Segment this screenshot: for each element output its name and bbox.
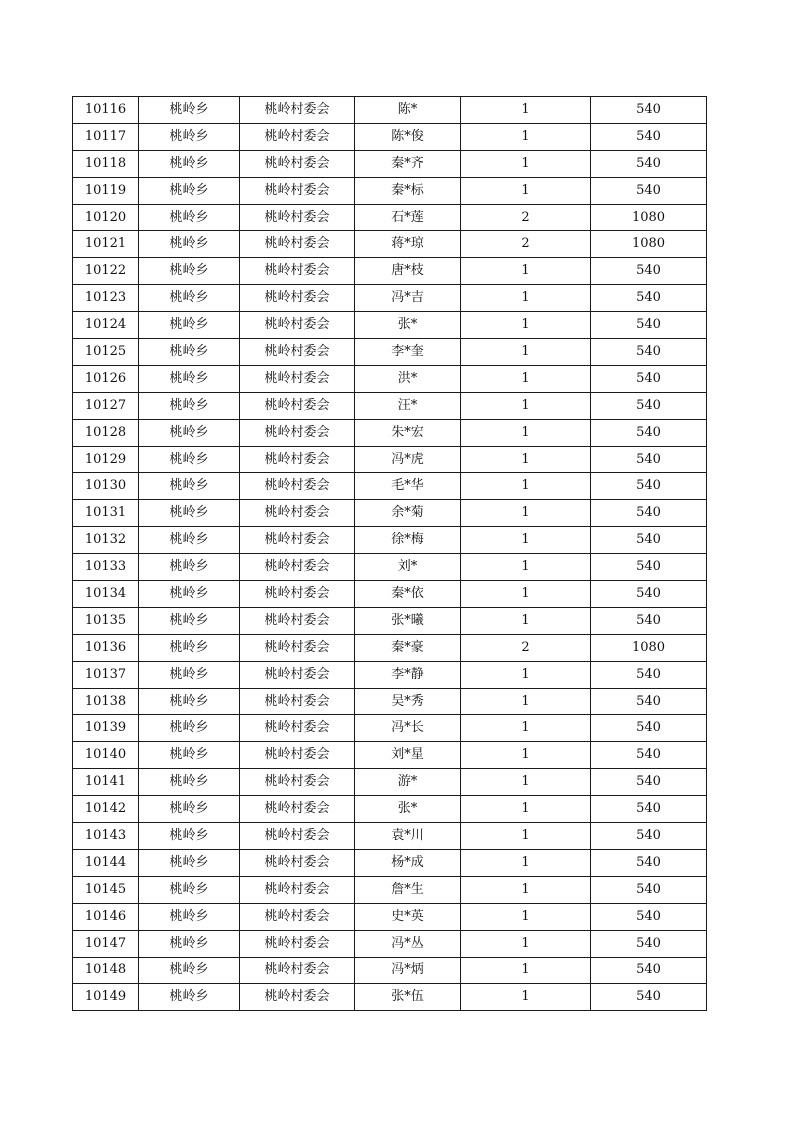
cell-township: 桃岭乡: [139, 688, 240, 715]
cell-village: 桃岭村委会: [240, 876, 355, 903]
cell-name: 秦*豪: [355, 634, 461, 661]
cell-id: 10148: [73, 957, 139, 984]
cell-name: 张*伍: [355, 984, 461, 1011]
cell-township: 桃岭乡: [139, 97, 240, 124]
cell-name: 汪*: [355, 392, 461, 419]
cell-name: 陈*俊: [355, 123, 461, 150]
cell-village: 桃岭村委会: [240, 258, 355, 285]
cell-village: 桃岭村委会: [240, 984, 355, 1011]
cell-village: 桃岭村委会: [240, 607, 355, 634]
cell-name: 刘*: [355, 554, 461, 581]
cell-village: 桃岭村委会: [240, 365, 355, 392]
cell-village: 桃岭村委会: [240, 527, 355, 554]
cell-count: 1: [461, 419, 591, 446]
cell-village: 桃岭村委会: [240, 742, 355, 769]
cell-id: 10146: [73, 903, 139, 930]
cell-amount: 540: [591, 392, 707, 419]
cell-count: 1: [461, 742, 591, 769]
cell-amount: 540: [591, 581, 707, 608]
cell-name: 秦*齐: [355, 150, 461, 177]
cell-village: 桃岭村委会: [240, 849, 355, 876]
cell-amount: 540: [591, 796, 707, 823]
cell-count: 1: [461, 903, 591, 930]
cell-amount: 540: [591, 984, 707, 1011]
cell-amount: 1080: [591, 231, 707, 258]
cell-name: 李*奎: [355, 339, 461, 366]
cell-amount: 540: [591, 177, 707, 204]
cell-amount: 540: [591, 957, 707, 984]
table-row: [73, 258, 707, 285]
cell-village: 桃岭村委会: [240, 446, 355, 473]
cell-township: 桃岭乡: [139, 661, 240, 688]
cell-village: 桃岭村委会: [240, 177, 355, 204]
cell-township: 桃岭乡: [139, 607, 240, 634]
cell-township: 桃岭乡: [139, 796, 240, 823]
table-row: [73, 365, 707, 392]
cell-id: 10138: [73, 688, 139, 715]
cell-name: 秦*标: [355, 177, 461, 204]
cell-name: 冯*长: [355, 715, 461, 742]
cell-id: 10126: [73, 365, 139, 392]
cell-id: 10144: [73, 849, 139, 876]
cell-township: 桃岭乡: [139, 258, 240, 285]
cell-count: 1: [461, 876, 591, 903]
table-body: [73, 97, 707, 1011]
cell-id: 10134: [73, 581, 139, 608]
cell-count: 1: [461, 339, 591, 366]
cell-township: 桃岭乡: [139, 473, 240, 500]
cell-amount: 540: [591, 312, 707, 339]
cell-count: 1: [461, 849, 591, 876]
cell-amount: 540: [591, 97, 707, 124]
cell-count: 1: [461, 607, 591, 634]
cell-id: 10129: [73, 446, 139, 473]
cell-name: 杨*成: [355, 849, 461, 876]
cell-count: 1: [461, 688, 591, 715]
cell-name: 唐*枝: [355, 258, 461, 285]
cell-id: 10128: [73, 419, 139, 446]
cell-township: 桃岭乡: [139, 231, 240, 258]
cell-township: 桃岭乡: [139, 500, 240, 527]
cell-township: 桃岭乡: [139, 339, 240, 366]
cell-count: 1: [461, 365, 591, 392]
cell-id: 10147: [73, 930, 139, 957]
table-row: [73, 903, 707, 930]
cell-village: 桃岭村委会: [240, 957, 355, 984]
cell-id: 10122: [73, 258, 139, 285]
table-row: [73, 446, 707, 473]
cell-count: 1: [461, 554, 591, 581]
cell-village: 桃岭村委会: [240, 796, 355, 823]
cell-township: 桃岭乡: [139, 392, 240, 419]
cell-id: 10136: [73, 634, 139, 661]
cell-name: 冯*丛: [355, 930, 461, 957]
table-row: [73, 123, 707, 150]
cell-amount: 540: [591, 446, 707, 473]
table-row: [73, 661, 707, 688]
cell-village: 桃岭村委会: [240, 392, 355, 419]
table-row: [73, 607, 707, 634]
cell-village: 桃岭村委会: [240, 473, 355, 500]
cell-amount: 540: [591, 339, 707, 366]
cell-village: 桃岭村委会: [240, 285, 355, 312]
cell-amount: 540: [591, 769, 707, 796]
cell-amount: 540: [591, 473, 707, 500]
cell-township: 桃岭乡: [139, 446, 240, 473]
table-row: [73, 473, 707, 500]
cell-name: 游*: [355, 769, 461, 796]
cell-count: 1: [461, 527, 591, 554]
cell-name: 洪*: [355, 365, 461, 392]
cell-amount: 540: [591, 688, 707, 715]
cell-amount: 540: [591, 419, 707, 446]
cell-name: 朱*宏: [355, 419, 461, 446]
cell-count: 1: [461, 500, 591, 527]
cell-name: 秦*依: [355, 581, 461, 608]
cell-amount: 540: [591, 123, 707, 150]
table-row: [73, 849, 707, 876]
cell-count: 1: [461, 796, 591, 823]
cell-id: 10133: [73, 554, 139, 581]
cell-township: 桃岭乡: [139, 554, 240, 581]
cell-amount: 540: [591, 715, 707, 742]
cell-count: 1: [461, 715, 591, 742]
cell-count: 1: [461, 661, 591, 688]
cell-count: 1: [461, 285, 591, 312]
table-row: [73, 285, 707, 312]
cell-name: 蒋*琼: [355, 231, 461, 258]
cell-id: 10143: [73, 823, 139, 850]
cell-id: 10119: [73, 177, 139, 204]
cell-township: 桃岭乡: [139, 150, 240, 177]
cell-amount: 540: [591, 365, 707, 392]
cell-township: 桃岭乡: [139, 204, 240, 231]
cell-village: 桃岭村委会: [240, 581, 355, 608]
cell-count: 2: [461, 204, 591, 231]
cell-id: 10116: [73, 97, 139, 124]
cell-amount: 540: [591, 500, 707, 527]
cell-village: 桃岭村委会: [240, 930, 355, 957]
cell-township: 桃岭乡: [139, 285, 240, 312]
cell-village: 桃岭村委会: [240, 97, 355, 124]
table-row: [73, 392, 707, 419]
cell-count: 1: [461, 930, 591, 957]
cell-id: 10127: [73, 392, 139, 419]
cell-name: 张*: [355, 796, 461, 823]
cell-count: 1: [461, 392, 591, 419]
cell-count: 1: [461, 312, 591, 339]
table-row: [73, 419, 707, 446]
cell-count: 1: [461, 984, 591, 1011]
cell-village: 桃岭村委会: [240, 150, 355, 177]
cell-township: 桃岭乡: [139, 312, 240, 339]
cell-village: 桃岭村委会: [240, 123, 355, 150]
cell-amount: 540: [591, 150, 707, 177]
cell-township: 桃岭乡: [139, 930, 240, 957]
cell-id: 10141: [73, 769, 139, 796]
table-row: [73, 742, 707, 769]
cell-id: 10142: [73, 796, 139, 823]
table-row: [73, 823, 707, 850]
cell-id: 10145: [73, 876, 139, 903]
table-row: [73, 634, 707, 661]
cell-township: 桃岭乡: [139, 123, 240, 150]
cell-township: 桃岭乡: [139, 823, 240, 850]
cell-name: 刘*星: [355, 742, 461, 769]
cell-township: 桃岭乡: [139, 876, 240, 903]
cell-count: 1: [461, 473, 591, 500]
table-row: [73, 500, 707, 527]
cell-village: 桃岭村委会: [240, 903, 355, 930]
cell-village: 桃岭村委会: [240, 339, 355, 366]
cell-name: 冯*虎: [355, 446, 461, 473]
cell-count: 1: [461, 957, 591, 984]
cell-township: 桃岭乡: [139, 365, 240, 392]
cell-id: 10123: [73, 285, 139, 312]
cell-id: 10137: [73, 661, 139, 688]
cell-name: 陈*: [355, 97, 461, 124]
cell-name: 吴*秀: [355, 688, 461, 715]
cell-township: 桃岭乡: [139, 742, 240, 769]
table-row: [73, 581, 707, 608]
cell-count: 1: [461, 97, 591, 124]
cell-count: 1: [461, 823, 591, 850]
cell-village: 桃岭村委会: [240, 554, 355, 581]
cell-village: 桃岭村委会: [240, 715, 355, 742]
cell-township: 桃岭乡: [139, 527, 240, 554]
cell-name: 冯*吉: [355, 285, 461, 312]
cell-village: 桃岭村委会: [240, 419, 355, 446]
cell-village: 桃岭村委会: [240, 204, 355, 231]
cell-name: 李*静: [355, 661, 461, 688]
table-row: [73, 688, 707, 715]
table-row: [73, 97, 707, 124]
cell-amount: 1080: [591, 204, 707, 231]
cell-township: 桃岭乡: [139, 984, 240, 1011]
cell-name: 张*: [355, 312, 461, 339]
cell-amount: 540: [591, 554, 707, 581]
cell-count: 1: [461, 123, 591, 150]
cell-name: 詹*生: [355, 876, 461, 903]
cell-id: 10124: [73, 312, 139, 339]
cell-amount: 540: [591, 607, 707, 634]
cell-id: 10121: [73, 231, 139, 258]
cell-amount: 540: [591, 742, 707, 769]
cell-village: 桃岭村委会: [240, 823, 355, 850]
cell-id: 10132: [73, 527, 139, 554]
cell-count: 2: [461, 634, 591, 661]
table-row: [73, 177, 707, 204]
cell-township: 桃岭乡: [139, 419, 240, 446]
cell-name: 毛*华: [355, 473, 461, 500]
cell-township: 桃岭乡: [139, 177, 240, 204]
cell-id: 10140: [73, 742, 139, 769]
cell-village: 桃岭村委会: [240, 312, 355, 339]
table-row: [73, 796, 707, 823]
cell-village: 桃岭村委会: [240, 634, 355, 661]
cell-count: 2: [461, 231, 591, 258]
cell-count: 1: [461, 581, 591, 608]
cell-id: 10118: [73, 150, 139, 177]
cell-village: 桃岭村委会: [240, 661, 355, 688]
table-row: [73, 204, 707, 231]
cell-id: 10120: [73, 204, 139, 231]
cell-name: 张*曦: [355, 607, 461, 634]
cell-count: 1: [461, 446, 591, 473]
cell-township: 桃岭乡: [139, 849, 240, 876]
cell-township: 桃岭乡: [139, 634, 240, 661]
table-row: [73, 876, 707, 903]
cell-township: 桃岭乡: [139, 715, 240, 742]
table-row: [73, 527, 707, 554]
cell-name: 余*菊: [355, 500, 461, 527]
cell-township: 桃岭乡: [139, 957, 240, 984]
cell-village: 桃岭村委会: [240, 688, 355, 715]
table-row: [73, 930, 707, 957]
cell-name: 袁*川: [355, 823, 461, 850]
cell-amount: 540: [591, 527, 707, 554]
cell-village: 桃岭村委会: [240, 769, 355, 796]
cell-amount: 540: [591, 823, 707, 850]
cell-count: 1: [461, 177, 591, 204]
table-row: [73, 984, 707, 1011]
cell-count: 1: [461, 150, 591, 177]
table-row: [73, 715, 707, 742]
table-row: [73, 957, 707, 984]
cell-township: 桃岭乡: [139, 581, 240, 608]
cell-township: 桃岭乡: [139, 903, 240, 930]
cell-amount: 540: [591, 849, 707, 876]
cell-name: 石*莲: [355, 204, 461, 231]
cell-amount: 540: [591, 930, 707, 957]
cell-id: 10130: [73, 473, 139, 500]
cell-amount: 540: [591, 661, 707, 688]
cell-village: 桃岭村委会: [240, 500, 355, 527]
cell-amount: 1080: [591, 634, 707, 661]
table-row: [73, 312, 707, 339]
cell-township: 桃岭乡: [139, 769, 240, 796]
cell-count: 1: [461, 769, 591, 796]
table-row: [73, 769, 707, 796]
table-row: [73, 231, 707, 258]
cell-amount: 540: [591, 258, 707, 285]
cell-id: 10139: [73, 715, 139, 742]
cell-amount: 540: [591, 285, 707, 312]
table-row: [73, 150, 707, 177]
cell-id: 10131: [73, 500, 139, 527]
cell-id: 10117: [73, 123, 139, 150]
cell-name: 史*英: [355, 903, 461, 930]
table-row: [73, 554, 707, 581]
table-row: [73, 339, 707, 366]
cell-count: 1: [461, 258, 591, 285]
data-table: [72, 96, 707, 1011]
cell-amount: 540: [591, 876, 707, 903]
cell-name: 冯*炳: [355, 957, 461, 984]
cell-amount: 540: [591, 903, 707, 930]
cell-village: 桃岭村委会: [240, 231, 355, 258]
cell-id: 10149: [73, 984, 139, 1011]
cell-id: 10125: [73, 339, 139, 366]
cell-id: 10135: [73, 607, 139, 634]
cell-name: 徐*梅: [355, 527, 461, 554]
